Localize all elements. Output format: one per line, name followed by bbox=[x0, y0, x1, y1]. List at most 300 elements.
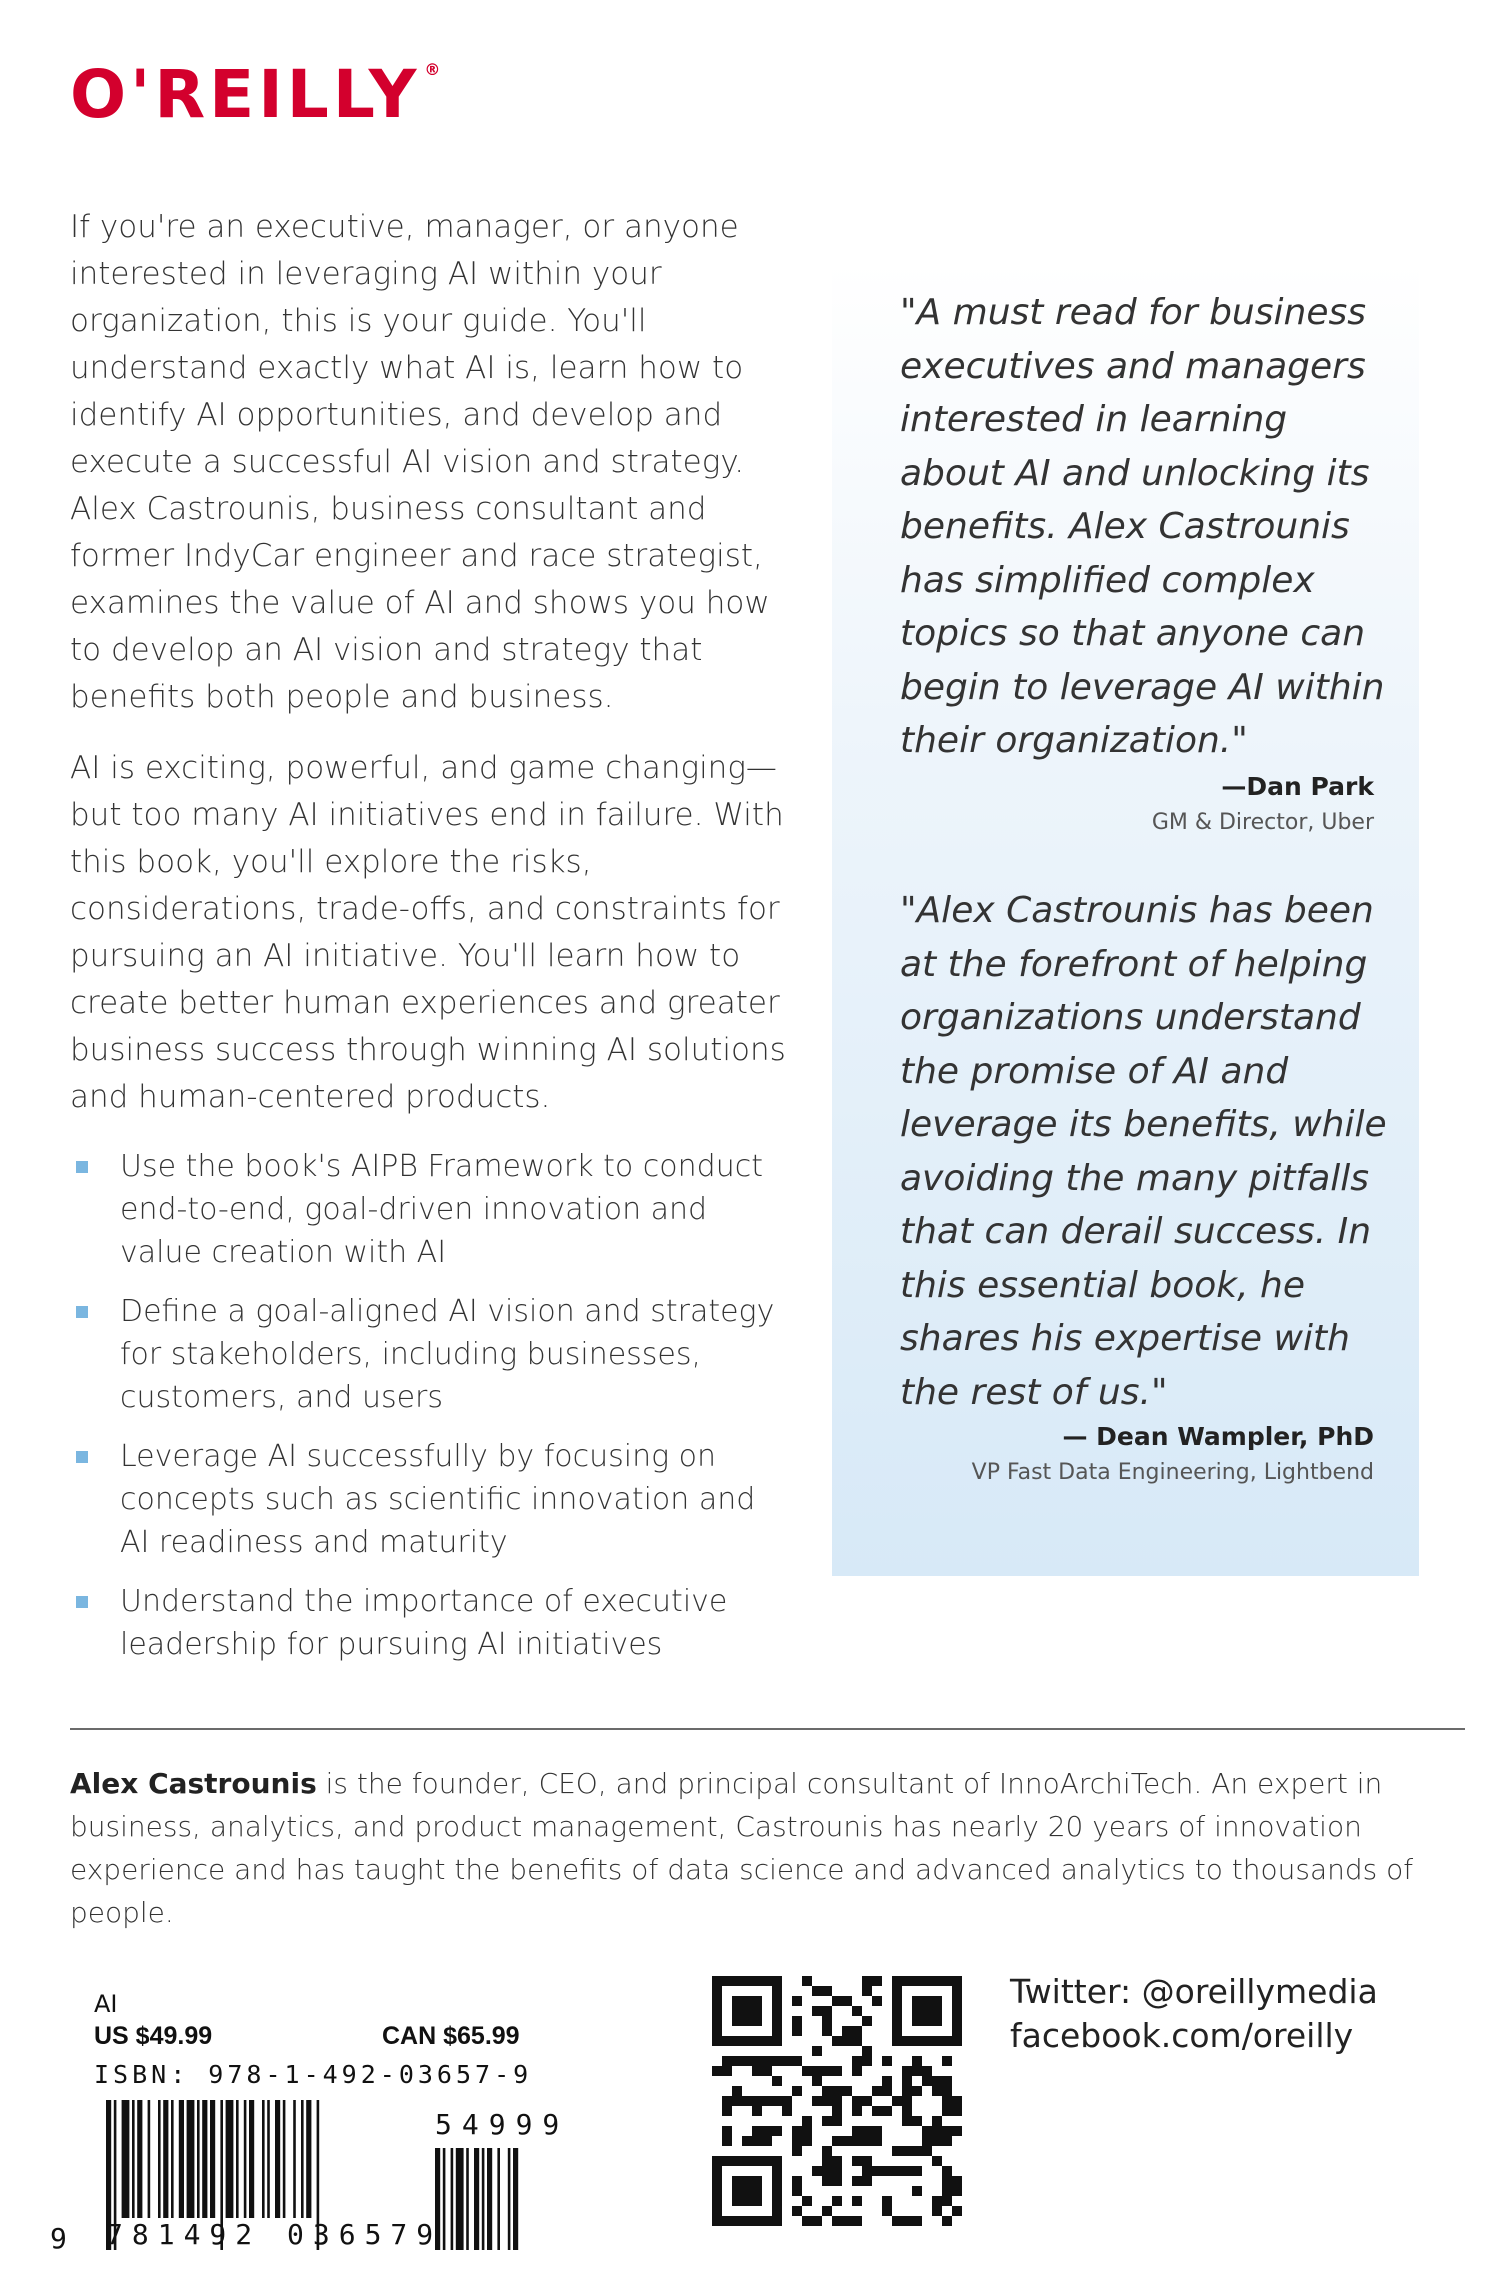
qr-module bbox=[892, 1996, 902, 2006]
qr-module bbox=[832, 2106, 842, 2116]
qr-module bbox=[812, 1986, 822, 1996]
qr-module bbox=[732, 2196, 742, 2206]
facebook-link: facebook.com/oreilly bbox=[1010, 2016, 1354, 2055]
barcode-lead-digit: 9 bbox=[50, 2222, 67, 2255]
barcode-bar bbox=[171, 2100, 174, 2218]
barcode-bar bbox=[306, 2100, 311, 2218]
qr-module bbox=[942, 2076, 952, 2086]
qr-module bbox=[952, 2106, 962, 2116]
barcode-bar bbox=[179, 2100, 184, 2218]
qr-module bbox=[812, 2216, 822, 2226]
qr-module bbox=[932, 2036, 942, 2046]
qr-module bbox=[812, 2046, 822, 2056]
qr-module bbox=[712, 2036, 722, 2046]
qr-module bbox=[952, 2096, 962, 2106]
qr-module bbox=[722, 1976, 732, 1986]
qr-module bbox=[752, 2056, 762, 2066]
twitter-handle: Twitter: @oreillymedia bbox=[1010, 1972, 1378, 2011]
barcode-bar bbox=[226, 2100, 234, 2218]
list-item: Define a goal-aligned AI vision and strategy for stakeholders, including businesses, customers, and users bbox=[70, 1290, 790, 1419]
qr-module bbox=[902, 2116, 912, 2126]
qr-module bbox=[942, 2216, 952, 2226]
qr-module bbox=[852, 2056, 862, 2066]
qr-module bbox=[902, 2146, 912, 2156]
qr-module bbox=[842, 2086, 852, 2096]
qr-module bbox=[872, 1996, 882, 2006]
qr-module bbox=[802, 2116, 812, 2126]
qr-module bbox=[832, 2156, 842, 2166]
qr-module bbox=[772, 2186, 782, 2196]
qr-module bbox=[772, 2216, 782, 2226]
qr-module bbox=[952, 2176, 962, 2186]
qr-module bbox=[752, 2156, 762, 2166]
qr-module bbox=[912, 2166, 922, 2176]
barcode-bar bbox=[301, 2100, 304, 2218]
qr-module bbox=[792, 2086, 802, 2096]
qr-module bbox=[822, 2016, 832, 2026]
qr-module bbox=[752, 2176, 762, 2186]
qr-module bbox=[952, 2026, 962, 2036]
qr-module bbox=[892, 2016, 902, 2026]
qr-module bbox=[742, 2006, 752, 2016]
qr-module bbox=[942, 2176, 952, 2186]
qr-module bbox=[732, 2186, 742, 2196]
qr-module bbox=[912, 2016, 922, 2026]
qr-module bbox=[712, 2206, 722, 2216]
qr-module bbox=[862, 1986, 872, 1996]
qr-module bbox=[882, 2086, 892, 2096]
qr-module bbox=[832, 2096, 842, 2106]
qr-module bbox=[902, 2096, 912, 2106]
qr-module bbox=[852, 2006, 862, 2016]
barcode-digits: 781492 036579 bbox=[106, 2218, 443, 2251]
addon-bar bbox=[443, 2148, 446, 2250]
qr-module bbox=[752, 1976, 762, 1986]
qr-module bbox=[802, 2066, 812, 2076]
qr-module bbox=[802, 2126, 812, 2136]
qr-module bbox=[822, 2176, 832, 2186]
qr-module bbox=[762, 2126, 772, 2136]
qr-module bbox=[932, 1976, 942, 1986]
qr-module bbox=[752, 2216, 762, 2226]
qr-module bbox=[952, 2126, 962, 2136]
qr-module bbox=[882, 2106, 892, 2116]
qr-module bbox=[922, 1976, 932, 1986]
barcode-bar bbox=[137, 2100, 142, 2218]
qr-module bbox=[892, 2146, 902, 2156]
qr-module bbox=[762, 2156, 772, 2166]
qr-module bbox=[772, 1976, 782, 1986]
feature-list bbox=[70, 1145, 790, 1666]
qr-module bbox=[792, 2026, 802, 2036]
qr-module bbox=[932, 2016, 942, 2026]
oreilly-logo: O'REILLY ® bbox=[70, 56, 441, 133]
list-item: Use the book's AIPB Framework to conduct end-to-end, goal-driven innovation and value creation with AI bbox=[70, 1145, 790, 1274]
qr-module bbox=[852, 2096, 862, 2106]
qr-module bbox=[772, 1996, 782, 2006]
qr-module bbox=[752, 2186, 762, 2196]
qr-module bbox=[892, 2216, 902, 2226]
qr-module bbox=[922, 2036, 932, 2046]
qr-module bbox=[902, 1976, 912, 1986]
qr-module bbox=[772, 2076, 782, 2086]
qr-module bbox=[932, 1996, 942, 2006]
qr-module bbox=[822, 2006, 832, 2016]
qr-module bbox=[752, 2006, 762, 2016]
qr-module bbox=[822, 2086, 832, 2096]
qr-module bbox=[842, 2036, 852, 2046]
qr-module bbox=[902, 2086, 912, 2096]
qr-module bbox=[872, 1976, 882, 1986]
qr-module bbox=[932, 2206, 942, 2216]
qr-module bbox=[832, 2176, 842, 2186]
barcode-bar bbox=[249, 2100, 254, 2218]
qr-module bbox=[862, 2056, 872, 2066]
qr-module bbox=[762, 2136, 772, 2146]
qr-module bbox=[802, 2216, 812, 2226]
qr-module bbox=[722, 2136, 732, 2146]
qr-module bbox=[862, 2016, 872, 2026]
qr-module bbox=[942, 2196, 952, 2206]
qr-module bbox=[852, 2106, 862, 2116]
qr-module bbox=[852, 2126, 862, 2136]
qr-module bbox=[922, 2066, 932, 2076]
qr-module bbox=[942, 2136, 952, 2146]
barcode-bar bbox=[236, 2100, 239, 2218]
author-bio-text: is the founder, CEO, and principal consultant of InnoArchiTech. An expert in business, analytics, and product management, Castrounis has nearly 20 years of innovation experience and has taught the benefits of data science and advanced analytics to thousands of people. bbox=[70, 1767, 1414, 1929]
qr-module bbox=[832, 1996, 842, 2006]
qr-module bbox=[832, 2036, 842, 2046]
bullet-square-icon bbox=[76, 1306, 88, 1318]
qr-module bbox=[872, 2126, 882, 2136]
qr-module bbox=[832, 2196, 842, 2206]
qr-module bbox=[792, 2136, 802, 2146]
qr-module bbox=[912, 2006, 922, 2016]
qr-module bbox=[852, 2036, 862, 2046]
qr-module bbox=[822, 2026, 832, 2036]
qr-module bbox=[832, 2216, 842, 2226]
qr-module bbox=[742, 1976, 752, 1986]
qr-module bbox=[722, 2126, 732, 2136]
qr-module bbox=[902, 2076, 912, 2086]
qr-module bbox=[752, 2126, 762, 2136]
qr-module bbox=[922, 2076, 932, 2086]
qr-module bbox=[892, 2096, 902, 2106]
price-addon-digits: 54999 bbox=[435, 2108, 570, 2141]
qr-module bbox=[712, 2196, 722, 2206]
qr-module bbox=[912, 2146, 922, 2156]
testimonial-author-2: — Dean Wampler, PhD bbox=[1062, 1422, 1374, 1451]
qr-module bbox=[952, 2016, 962, 2026]
qr-module bbox=[792, 1996, 802, 2006]
qr-module bbox=[852, 2176, 862, 2186]
qr-module bbox=[862, 2126, 872, 2136]
qr-module bbox=[942, 2096, 952, 2106]
qr-module bbox=[732, 1996, 742, 2006]
barcode-bar bbox=[202, 2100, 207, 2218]
qr-module bbox=[922, 2006, 932, 2016]
addon-bar bbox=[513, 2148, 518, 2250]
qr-module bbox=[832, 2116, 842, 2126]
qr-module bbox=[882, 2166, 892, 2176]
qr-module bbox=[742, 2186, 752, 2196]
qr-module bbox=[752, 2066, 762, 2076]
qr-module bbox=[722, 2036, 732, 2046]
qr-module bbox=[762, 1976, 772, 1986]
qr-module bbox=[952, 1996, 962, 2006]
qr-module bbox=[752, 2016, 762, 2026]
qr-module bbox=[822, 2156, 832, 2166]
qr-module bbox=[912, 2216, 922, 2226]
qr-module bbox=[902, 2106, 912, 2116]
qr-module bbox=[852, 2196, 862, 2206]
qr-module bbox=[922, 2136, 932, 2146]
qr-module bbox=[842, 1996, 852, 2006]
qr-module bbox=[712, 2026, 722, 2036]
qr-module bbox=[812, 2166, 822, 2176]
barcode-bar bbox=[275, 2100, 280, 2218]
qr-module bbox=[892, 1986, 902, 1996]
barcode-bar bbox=[283, 2100, 286, 2218]
qr-module bbox=[952, 1976, 962, 1986]
qr-module bbox=[862, 2046, 872, 2056]
qr-module bbox=[932, 2196, 942, 2206]
qr-module bbox=[862, 1976, 872, 1986]
qr-module bbox=[952, 2006, 962, 2016]
qr-module bbox=[752, 2106, 762, 2116]
qr-module bbox=[942, 2186, 952, 2196]
qr-module bbox=[952, 2036, 962, 2046]
testimonial-quote-2: "Alex Castrounis has been at the forefront of helping organizations understand the promise of AI and leverage its benefits, while avoiding the many pitfalls that can derail success. In this essential book, he shares his expertise with the rest of us." bbox=[900, 890, 1387, 1413]
qr-module bbox=[762, 2036, 772, 2046]
us-price: US $49.99 bbox=[94, 2022, 213, 2050]
barcode-bar bbox=[244, 2100, 247, 2218]
qr-module bbox=[772, 2166, 782, 2176]
qr-module bbox=[932, 2156, 942, 2166]
qr-module bbox=[822, 2146, 832, 2156]
qr-module bbox=[842, 2216, 852, 2226]
qr-module bbox=[772, 2006, 782, 2016]
qr-module bbox=[872, 2086, 882, 2096]
qr-module bbox=[862, 2096, 872, 2106]
qr-module bbox=[792, 2126, 802, 2136]
barcode-bar bbox=[197, 2100, 200, 2218]
qr-module bbox=[712, 2216, 722, 2226]
qr-module bbox=[932, 2076, 942, 2086]
barcode-bar bbox=[267, 2100, 270, 2218]
can-price: CAN $65.99 bbox=[382, 2022, 520, 2050]
qr-module bbox=[712, 1976, 722, 1986]
addon-bar bbox=[508, 2148, 511, 2250]
qr-module bbox=[922, 2016, 932, 2026]
qr-module bbox=[932, 2006, 942, 2016]
barcode-bar bbox=[187, 2100, 195, 2218]
qr-module bbox=[882, 2206, 892, 2216]
qr-module bbox=[722, 2066, 732, 2076]
barcode-bar bbox=[293, 2100, 296, 2218]
qr-module bbox=[772, 2156, 782, 2166]
qr-module bbox=[812, 2096, 822, 2106]
qr-module bbox=[742, 2016, 752, 2026]
qr-module bbox=[732, 2016, 742, 2026]
qr-module bbox=[772, 2026, 782, 2036]
testimonial-author-1: —Dan Park bbox=[1221, 772, 1374, 801]
qr-module bbox=[772, 2016, 782, 2026]
qr-module bbox=[712, 1986, 722, 1996]
qr-module bbox=[902, 2036, 912, 2046]
barcode-bar bbox=[148, 2100, 151, 2218]
qr-module bbox=[762, 2096, 772, 2106]
qr-module bbox=[952, 2206, 962, 2216]
bullet-square-icon bbox=[76, 1161, 88, 1173]
qr-module bbox=[772, 2036, 782, 2046]
qr-module bbox=[732, 2216, 742, 2226]
qr-module bbox=[782, 2056, 792, 2066]
qr-module bbox=[792, 2146, 802, 2156]
qr-module bbox=[892, 2166, 902, 2176]
qr-module bbox=[772, 2126, 782, 2136]
qr-module bbox=[772, 2206, 782, 2216]
qr-module bbox=[942, 2086, 952, 2096]
qr-module bbox=[862, 2136, 872, 2146]
book-description bbox=[70, 204, 790, 1682]
qr-module bbox=[712, 2066, 722, 2076]
addon-bar bbox=[466, 2148, 469, 2250]
qr-module bbox=[742, 2176, 752, 2186]
addon-bar bbox=[497, 2148, 500, 2250]
qr-module bbox=[832, 2166, 842, 2176]
qr-module bbox=[712, 2156, 722, 2166]
qr-module bbox=[712, 2176, 722, 2186]
qr-module bbox=[942, 2036, 952, 2046]
bullet-square-icon bbox=[76, 1451, 88, 1463]
qr-module bbox=[832, 2136, 842, 2146]
qr-module bbox=[932, 2136, 942, 2146]
qr-module bbox=[752, 2196, 762, 2206]
qr-module bbox=[912, 2036, 922, 2046]
qr-module bbox=[862, 2156, 872, 2166]
qr-module bbox=[812, 2066, 822, 2076]
description-paragraph-2: AI is exciting, powerful, and game changing—but too many AI initiatives end in failure. With this book, you'll explore the risks, considerations, trade-offs, and constraints for pursuing an AI initiative. You'll learn how to create better human experiences and greater business success through winning AI solutions and human-centered products. bbox=[70, 750, 786, 1115]
qr-module bbox=[952, 1986, 962, 1996]
qr-module bbox=[712, 2186, 722, 2196]
qr-module bbox=[732, 1976, 742, 1986]
qr-module bbox=[782, 2106, 792, 2116]
testimonial-title-2: VP Fast Data Engineering, Lightbend bbox=[971, 1460, 1374, 1485]
qr-module bbox=[922, 2126, 932, 2136]
qr-module bbox=[792, 2186, 802, 2196]
qr-module bbox=[872, 2166, 882, 2176]
qr-module bbox=[892, 2026, 902, 2036]
qr-module bbox=[852, 2156, 862, 2166]
qr-module bbox=[732, 2036, 742, 2046]
qr-module bbox=[822, 2166, 832, 2176]
author-name: Alex Castrounis bbox=[70, 1767, 317, 1800]
qr-module bbox=[912, 1996, 922, 2006]
barcode-bar bbox=[262, 2100, 265, 2218]
qr-module bbox=[812, 2076, 822, 2086]
qr-module bbox=[772, 2096, 782, 2106]
social-links bbox=[1010, 1970, 1378, 2058]
qr-module bbox=[822, 2066, 832, 2076]
qr-module bbox=[792, 2206, 802, 2216]
testimonial-quote-1: "A must read for business executives and managers interested in learning about AI and unlocking its benefits. Alex Castrounis has simplified complex topics so that anyone can begin to leverage AI within their organization." bbox=[900, 292, 1385, 761]
qr-module bbox=[742, 2196, 752, 2206]
qr-module bbox=[942, 2106, 952, 2116]
qr-module bbox=[952, 2186, 962, 2196]
qr-module bbox=[712, 2006, 722, 2016]
qr-module bbox=[762, 2216, 772, 2226]
qr-module bbox=[742, 2056, 752, 2066]
qr-module bbox=[922, 1996, 932, 2006]
qr-module bbox=[932, 2126, 942, 2136]
qr-module bbox=[822, 2116, 832, 2126]
list-item: Understand the importance of executive leadership for pursuing AI initiatives bbox=[70, 1580, 790, 1666]
qr-module bbox=[912, 2116, 922, 2126]
qr-module bbox=[872, 2136, 882, 2146]
qr-module bbox=[802, 2136, 812, 2146]
qr-module bbox=[912, 2066, 922, 2076]
qr-module bbox=[772, 2176, 782, 2186]
author-bio bbox=[70, 1762, 1450, 1934]
barcode-bar bbox=[132, 2100, 135, 2218]
qr-module bbox=[912, 1976, 922, 1986]
qr-module bbox=[812, 2006, 822, 2016]
qr-module bbox=[742, 2036, 752, 2046]
qr-module bbox=[922, 2146, 932, 2156]
qr-module bbox=[942, 2056, 952, 2066]
qr-module bbox=[912, 2056, 922, 2066]
barcode-bar bbox=[163, 2100, 168, 2218]
qr-module bbox=[792, 2176, 802, 2186]
qr-module bbox=[832, 2086, 842, 2096]
qr-module bbox=[732, 2086, 742, 2096]
qr-module bbox=[772, 2056, 782, 2066]
qr-module bbox=[722, 2156, 732, 2166]
qr-module bbox=[852, 2136, 862, 2146]
qr-module bbox=[902, 2066, 912, 2076]
qr-module bbox=[762, 2056, 772, 2066]
qr-module bbox=[772, 2196, 782, 2206]
qr-module bbox=[882, 2056, 892, 2066]
addon-bar bbox=[451, 2148, 454, 2250]
qr-module bbox=[842, 2136, 852, 2146]
description-paragraph-1: If you're an executive, manager, or anyone interested in leveraging AI within your organization, this is your guide. You'll understand exactly what AI is, learn how to identify AI opportunities, and develop and execute a successful AI vision and strategy. Alex Castrounis, business consultant and former IndyCar engineer and race strategist, examines the value of AI and shows you how to develop an AI vision and strategy that benefits both people and business. bbox=[70, 209, 770, 715]
qr-module bbox=[932, 2086, 942, 2096]
qr-module bbox=[912, 2186, 922, 2196]
qr-module bbox=[912, 2086, 922, 2096]
barcode-bar bbox=[210, 2100, 215, 2218]
qr-module bbox=[752, 2096, 762, 2106]
qr-module bbox=[732, 2156, 742, 2166]
qr-module bbox=[822, 1986, 832, 1996]
qr-module bbox=[932, 2116, 942, 2126]
qr-module bbox=[712, 1996, 722, 2006]
qr-module bbox=[852, 2066, 862, 2076]
qr-module bbox=[762, 2066, 772, 2076]
qr-module bbox=[732, 2176, 742, 2186]
qr-module bbox=[742, 2136, 752, 2146]
qr-module bbox=[802, 2196, 812, 2206]
qr-module bbox=[852, 2216, 862, 2226]
qr-code bbox=[712, 1976, 962, 2226]
qr-module bbox=[892, 1976, 902, 1986]
addon-bar bbox=[474, 2148, 479, 2250]
qr-module bbox=[872, 2106, 882, 2116]
qr-module bbox=[742, 1996, 752, 2006]
qr-module bbox=[732, 2096, 742, 2106]
qr-module bbox=[722, 2056, 732, 2066]
